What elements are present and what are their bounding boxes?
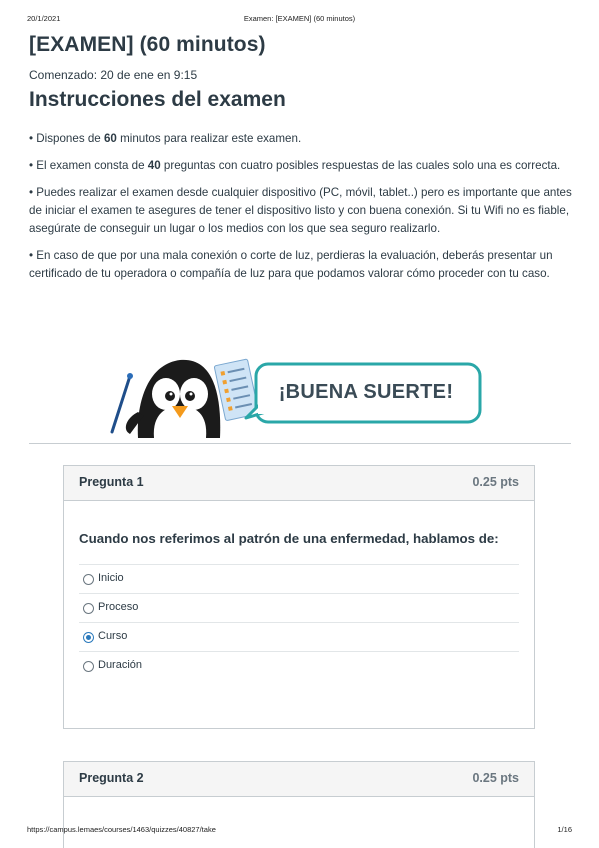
- instructions-title: Instrucciones del examen: [29, 88, 286, 111]
- page-title: [EXAMEN] (60 minutos): [29, 33, 266, 56]
- question-card: [63, 465, 535, 729]
- radio-button-selected[interactable]: [83, 632, 94, 643]
- answer-label: Duración: [98, 659, 143, 671]
- answer-label: Inicio: [98, 572, 124, 584]
- print-url: https://campus.lemaes/courses/1463/quizzes/40827/take: [27, 825, 216, 834]
- instruction-item: • Puedes realizar el examen desde cualquier dispositivo (PC, móvil, tablet..) pero es importante que antes de iniciar el examen te asegures de tener el dispositivo listo y con buena conexión. Si tu Wifi no es fiable, asegúrate de conseguir un lugar o los medios con los que sea seguro realizarlo.: [29, 186, 572, 235]
- instructions-list: [29, 130, 574, 292]
- answer-option[interactable]: [79, 593, 519, 622]
- instruction-item: • El examen consta de 40 preguntas con cuatro posibles respuestas de las cuales solo una es correcta.: [29, 159, 561, 172]
- answer-label: Proceso: [98, 601, 139, 613]
- radio-button[interactable]: [83, 574, 94, 585]
- question-text: Cuando nos referimos al patrón de una enfermedad, hablamos de:: [79, 531, 499, 546]
- print-header: [27, 14, 572, 26]
- print-footer: [27, 825, 572, 837]
- page-counter: 1/16: [557, 825, 572, 834]
- instruction-item: • Dispones de 60 minutos para realizar este examen.: [29, 132, 302, 145]
- good-luck-text: ¡BUENA SUERTE!: [278, 381, 454, 403]
- question-header: [64, 762, 534, 797]
- started-timestamp: Comenzado: 20 de ene en 9:15: [29, 68, 198, 82]
- question-points: 0.25 pts: [472, 475, 519, 489]
- question-name: Pregunta 2: [79, 771, 144, 785]
- answer-option[interactable]: [79, 564, 519, 593]
- question-name: Pregunta 1: [79, 475, 144, 489]
- instruction-item: • En caso de que por una mala conexión o corte de luz, perdieras la evaluación, deberás presentar un certificado de tu operadora o compañía de luz para que podamos valorar cómo proceder con tu caso.: [29, 249, 553, 280]
- radio-button[interactable]: [83, 661, 94, 672]
- question-header: [64, 466, 534, 501]
- question-points: 0.25 pts: [472, 771, 519, 785]
- print-date: 20/1/2021: [27, 14, 61, 23]
- answer-option[interactable]: [79, 651, 519, 680]
- answer-list: [79, 564, 519, 680]
- divider: [29, 443, 571, 444]
- radio-button[interactable]: [83, 603, 94, 614]
- good-luck-banner: [108, 352, 486, 438]
- answer-label: Curso: [98, 630, 128, 642]
- answer-option[interactable]: [79, 622, 519, 651]
- print-doc-title: Examen: [EXAMEN] (60 minutos): [243, 14, 356, 23]
